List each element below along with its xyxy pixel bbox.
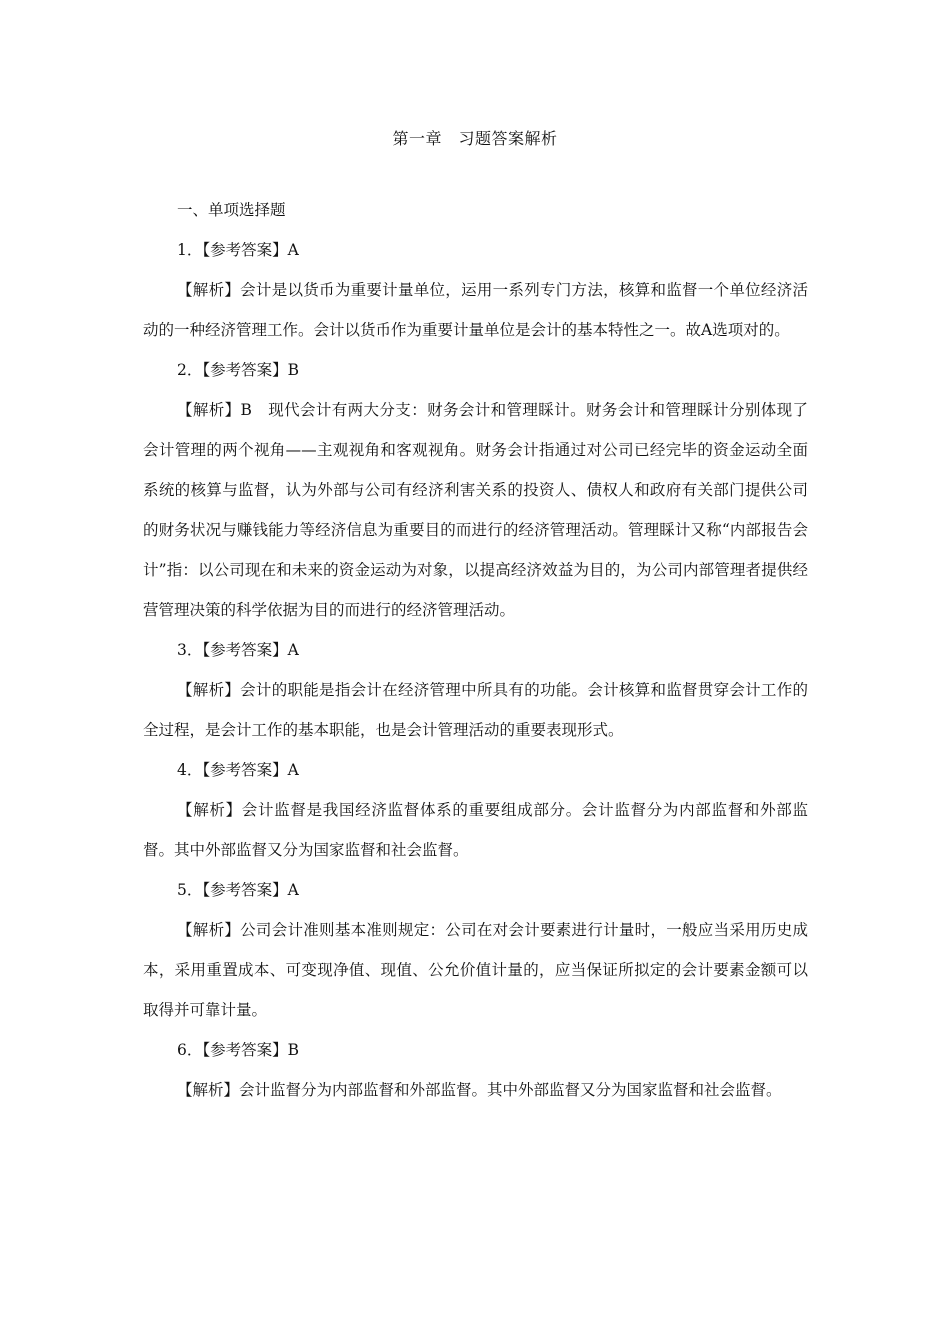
answer-line-1: 1．【参考答案】A xyxy=(177,241,299,259)
explanation-2: 【解析】B 现代会计有两大分支：财务会计和管理睬计。财务会计和管理睬计分别体现了会计管理的两个视角——主观视角和客观视角。财务会计指通过对公司已经完毕的资金运动全面系统的核算与监督，认为外部与公司有经济利害关系的投资人、债权人和政府有关部门提供公司的财务状况与赚钱能力等经济信息为重要目的而进行的经济管理活动。管理睬计又称“内部报告会计”指：以公司现在和未来的资金运动为对象，以提高经济效益为目的，为公司内部管理者提供经营管理决策的科学依据为目的而进行的经济管理活动。 xyxy=(143,401,808,619)
document-title: 第一章 习题答案解析 xyxy=(392,129,558,148)
answer-line-2: 2．【参考答案】B xyxy=(177,361,300,379)
answer-line-6: 6．【参考答案】B xyxy=(177,1041,300,1059)
explanation-1: 【解析】会计是以货币为重要计量单位，运用一系列专门方法，核算和监督一个单位经济活动的一种经济管理工作。会计以货币作为重要计量单位是会计的基本特性之一。故A选项对的。 xyxy=(143,281,808,339)
explanation-6: 【解析】会计监督分为内部监督和外部监督。其中外部监督又分为国家监督和社会监督。 xyxy=(177,1081,782,1099)
answer-line-5: 5．【参考答案】A xyxy=(177,881,299,899)
section-heading: 一、单项选择题 xyxy=(177,201,286,219)
answer-line-4: 4．【参考答案】A xyxy=(177,761,299,779)
explanation-4: 【解析】会计监督是我国经济监督体系的重要组成部分。会计监督分为内部监督和外部监督。其中外部监督又分为国家监督和社会监督。 xyxy=(143,801,808,859)
answer-line-3: 3．【参考答案】A xyxy=(177,641,299,659)
explanation-3: 【解析】会计的职能是指会计在经济管理中所具有的功能。会计核算和监督贯穿会计工作的全过程，是会计工作的基本职能，也是会计管理活动的重要表现形式。 xyxy=(143,681,808,739)
document-body xyxy=(143,190,808,1110)
explanation-5: 【解析】公司会计准则基本准则规定：公司在对会计要素进行计量时，一般应当采用历史成本，采用重置成本、可变现净值、现值、公允价值计量的，应当保证所拟定的会计要素金额可以取得并可靠计量。 xyxy=(143,921,808,1019)
